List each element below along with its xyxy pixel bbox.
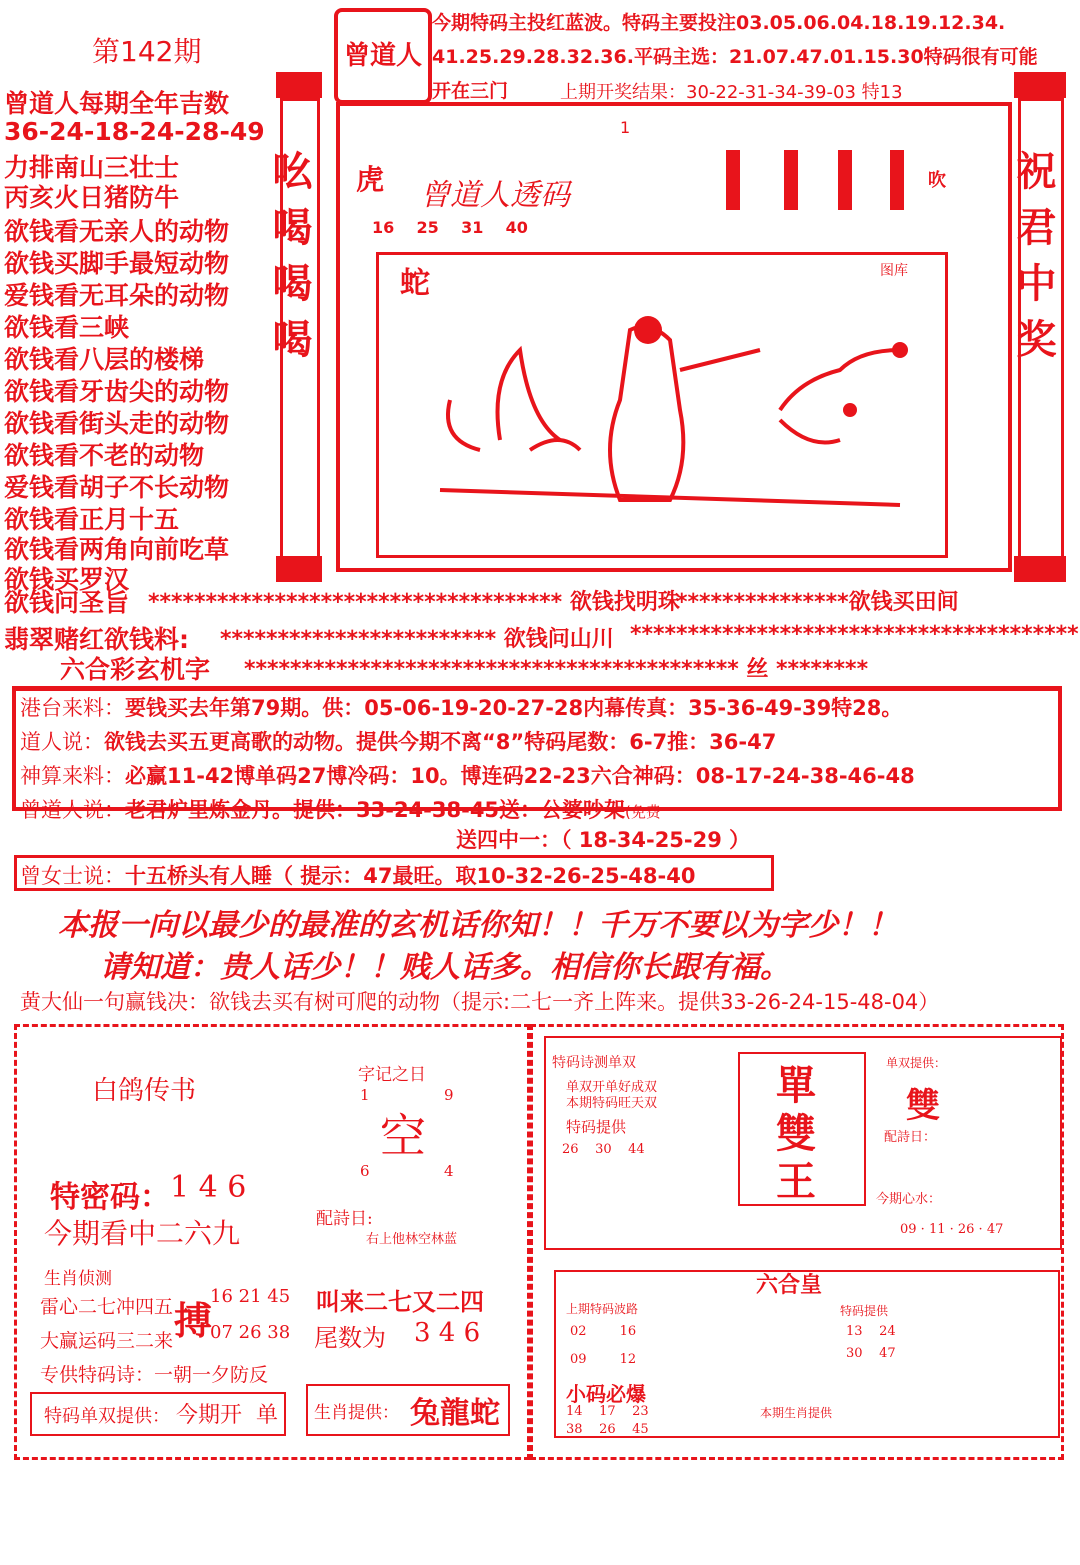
te-mi-ma-value: 1 4 6 (170, 1170, 247, 1205)
scroll-right-text: 祝君中奖 (1010, 150, 1056, 374)
slogan-2: 请知道：贵人话少！！贱人话多。相信你长跟有福。 (100, 950, 790, 985)
banner-3 (838, 150, 852, 210)
dan-shuang-value: 今期开 单 (176, 1403, 278, 1428)
left-column-line: 爱钱看无耳朵的动物 (4, 281, 230, 310)
left-column-line: 丙亥火日猪防牛 (4, 183, 180, 212)
left-column-line: 欲钱买脚手最短动物 (4, 249, 230, 278)
star-line-2-right: *************************************** (630, 622, 1079, 647)
info-line-5 (456, 824, 750, 854)
info-line-3-label: 神算来料： (20, 764, 125, 788)
poem-title: 特码诗测单双 (552, 1055, 636, 1071)
info-line-2 (20, 726, 776, 756)
xin-shui-nums: 09 · 11 · 26 · 47 (900, 1222, 1004, 1237)
star-line-3-label: 六合彩玄机字 (60, 655, 211, 684)
wei-shu-label: 尾数为 (314, 1324, 386, 1352)
big-char-dan: 單 (776, 1062, 816, 1109)
te-ma-tg-nums-b: 30 47 (846, 1346, 896, 1361)
snake-char: 蛇 (400, 266, 430, 301)
pei-shi-sub: 右上他林空林蓝 (366, 1232, 458, 1247)
scroll-right-top-rod (1014, 72, 1066, 98)
star-line-2-label: 翡翠赌红欲钱料: (4, 625, 189, 654)
info-line-1 (20, 692, 902, 722)
scroll-left-top-rod (276, 72, 322, 98)
jiao-lai: 叫来二七又二四 (316, 1288, 484, 1316)
te-ma-ti-gong: 特码提供 (566, 1118, 627, 1136)
info-line-4-label: 曾道人说： (20, 798, 125, 822)
info-line-3-text: 必赢11-42博单码27博冷码：10。博连码22-23六合神码：08-17-24-38-46-48 (125, 764, 915, 788)
left-column-line: 36-24-18-24-28-49 (4, 117, 265, 146)
header-line-1: 今期特码主投红蓝波。特码主要投注03.05.06.04.18.19.12.34. (432, 12, 1006, 34)
left-column-line: 欲钱看正月十五 (4, 505, 180, 534)
wei-shu-value: 3 4 6 (414, 1318, 481, 1348)
star-line-3-right: ******************************************* 丝 ******** (244, 657, 869, 682)
big-char-shuang: 雙 (776, 1110, 816, 1157)
scroll-left-text: 吆喝喝喝 (266, 150, 312, 374)
sx-value: 兔龍蛇 (410, 1396, 500, 1431)
te-ma-tg-nums-a: 13 24 (846, 1324, 896, 1339)
picture-title: 曾道人透码 (420, 178, 570, 213)
left-column-line: 曾道人每期全年吉数 (4, 89, 230, 118)
left-column-line: 欲钱买罗汉 (4, 565, 130, 594)
pei-shi-right: 配詩日： (884, 1130, 937, 1145)
shuang-char: 雙 (906, 1086, 940, 1126)
te-ma-nums: 26 30 44 (562, 1142, 645, 1157)
xiao-ma-title: 小码必爆 (566, 1382, 646, 1406)
left-column-line: 爱钱看胡子不长动物 (4, 473, 230, 502)
ben-qi-sx: 本期生肖提供 (760, 1406, 833, 1420)
bot-num-left: 6 (360, 1162, 370, 1180)
white-dove-title: 白鸽传书 (92, 1076, 197, 1106)
info-line-6-text: 十五桥头有人睡（ 提示：47最旺。取10-32-26-25-48-40 (125, 864, 696, 888)
left-column-line: 欲钱看两角向前吃草 (4, 535, 230, 564)
scroll-left-bottom-rod (276, 556, 322, 582)
left-column-line: 欲钱看三峡 (4, 313, 130, 342)
tiger-char: 虎 (356, 163, 385, 196)
big-char-kong: 空 (380, 1109, 426, 1163)
poem-line-2: 本期特码旺天双 (566, 1096, 658, 1111)
info-line-5-text: 送四中一：（ 18-34-25-29 ） (456, 828, 751, 852)
banner-4 (890, 150, 904, 210)
bot-num-right: 4 (444, 1162, 454, 1180)
picture-num-one: 1 (620, 118, 631, 137)
kan-zhong: 今期看中二六九 (44, 1217, 241, 1250)
pei-shi-label: 配詩日: (316, 1209, 373, 1229)
header-line-3: 开在三门 (432, 80, 509, 102)
info-line-6 (20, 860, 695, 890)
slogan-1: 本报一向以最少的最准的玄机话你知！！千万不要以为字少！！ (58, 908, 898, 943)
picture-numbers: 16 25 31 40 (372, 218, 528, 237)
left-column-line: 欲钱看八层的楼梯 (4, 345, 205, 374)
info-line-4-text: 老君炉里炼金丹。提供：33-24-38-45送：公婆吵架 (125, 798, 626, 822)
left-column-line: 欲钱看牙齿尖的动物 (4, 377, 230, 406)
left-column-line: 力排南山三壮士 (4, 153, 180, 182)
shang-qi-nums-a: 02 16 (570, 1324, 637, 1339)
top-num-right: 9 (444, 1086, 454, 1104)
seal-logo: 曾道人 (334, 8, 432, 104)
poem-line-1: 单双开单好成双 (566, 1080, 658, 1095)
dan-shuang-label: 特码单双提供： (44, 1406, 170, 1427)
top-num-left: 1 (360, 1086, 370, 1104)
shang-qi-nums-b: 09 12 (570, 1352, 637, 1367)
da-ying: 大赢运码三二来 (40, 1330, 174, 1352)
info-line-2-text: 欲钱去买五更高歌的动物。提供今期不离“8”特码尾数：6-7推：36-47 (104, 730, 777, 754)
banner-1 (726, 150, 740, 210)
jin-qi-xin-shui: 今期心水： (876, 1192, 942, 1207)
scroll-right-bottom-rod (1014, 556, 1066, 582)
zi-ji-label: 字记之日 (358, 1065, 426, 1085)
info-line-3 (20, 760, 915, 790)
banner-2 (784, 150, 798, 210)
left-column-line: 欲钱看街头走的动物 (4, 409, 230, 438)
left-column-line: 欲钱看无亲人的动物 (4, 217, 230, 246)
left-column-line: 欲钱看不老的动物 (4, 441, 205, 470)
te-mi-ma-label: 特密码： (50, 1180, 170, 1215)
header-line-2: 41.25.29.28.32.36.平码主选：21.07.47.01.15.30特码很有可能 (432, 46, 1038, 68)
sheng-xiao-label: 生肖侦测 (44, 1269, 112, 1289)
sx-label: 生肖提供： (314, 1403, 399, 1423)
xiao-ma-nums-a: 14 17 23 (566, 1404, 649, 1419)
blow-char: 吹 (928, 170, 946, 191)
star-line-1-right: ***************欲钱买田间 (676, 590, 959, 615)
library-label: 图库 (880, 263, 908, 279)
xiao-ma-nums-b: 38 26 45 (566, 1422, 649, 1437)
shang-qi-label: 上期特码波路 (566, 1302, 639, 1316)
huang-daxian-line: 黄大仙一句赢钱决：欲钱去买有树可爬的动物（提示:二七一齐上阵来。提供33-26-24-15-48-04） (20, 990, 940, 1014)
star-line-1-label: 欲钱问圣旨 (4, 588, 130, 617)
zhuan-gong: 专供特码诗：一朝一夕防反 (40, 1364, 269, 1386)
last-result: 上期开奖结果：30-22-31-34-39-03 特13 (560, 82, 903, 103)
issue-number: 第142期 (92, 35, 202, 68)
nums-b: 07 26 38 (210, 1322, 291, 1343)
scholar-illustration (380, 290, 940, 548)
info-line-6-label: 曾女士说： (20, 864, 125, 888)
info-line-4 (20, 794, 661, 824)
info-line-1-text: 要钱买去年第79期。供：05-06-19-20-27-28内幕传真：35-36-49-39特28。 (125, 696, 903, 720)
info-line-4-small: (免费 (625, 803, 661, 821)
nums-a: 16 21 45 (210, 1286, 291, 1307)
star-line-1-mid: ************************************ 欲钱找明珠 (148, 590, 680, 615)
he-huang-title: 六合皇 (756, 1272, 823, 1298)
bo-char: 搏 (174, 1298, 213, 1343)
lei-xin: 雷心二七冲四五 (40, 1296, 174, 1318)
star-line-2-mid: ************************ 欲钱问山川 (220, 627, 614, 652)
info-line-2-label: 道人说： (20, 730, 104, 754)
info-line-1-label: 港台来料： (20, 696, 125, 720)
te-ma-tg-label: 特码提供 (840, 1304, 889, 1318)
dan-shuang-ti: 单双提供： (886, 1056, 947, 1070)
big-char-wang: 王 (776, 1158, 816, 1205)
